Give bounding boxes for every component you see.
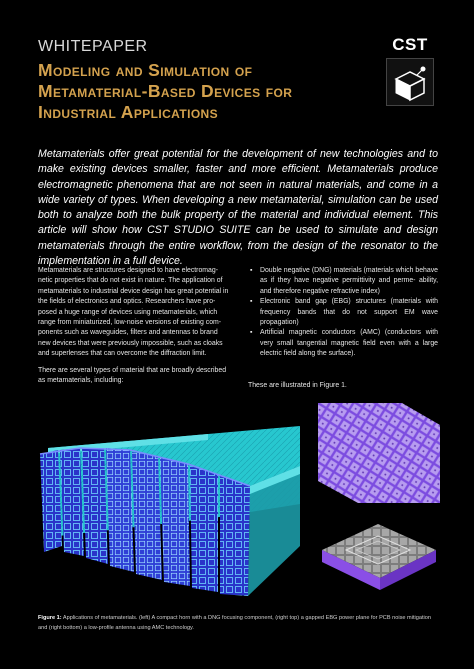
cst-logo-cube-icon [386,58,434,106]
horn-antenna-figure [18,396,318,598]
ebg-power-plane-figure [318,403,440,503]
intro-paragraph: Metamaterials offer great potential for the development of new technologies and to make existing devices smaller, faster and more efficient. Metamaterials produce electromagnetic phenomena that are not seen in natural materials, and come in a wide variety of types. When developing a new metamaterial, simulation can be used both to analyze both the bulk property of the material and individual element. This article will show how CST STUDIO SUITE can be used to simulate and design metamaterials through the entire workflow, from the design of the resonator to the implementation in a full device. [38,148,438,268]
list-item: ▪ Double negative (DNG) materials (materials which behave as if they have negative permittivity and perme- ability, and therefore negative refractive index) [248,266,438,297]
title-line: Modeling and Simulation of [38,60,253,80]
whitepaper-label: WHITEPAPER [38,38,148,55]
title-line: Metamaterial-Based Devices for [38,81,293,101]
body-paragraph: Metamaterials are structures designed to have electromag- netic properties that do not exist in nature. The application of metamaterials to industrial device design has great potential in the fields of electronics and optics. Researchers have pro- posed a huge range of devices using metamaterials, which range from miniaturized, low-noise versions of existing com- ponents such as waveguides, filters and antennas to brand new devices that were previously impossible, such as cloaks and superlenses that can overcome the diffraction limit. [38,267,229,358]
list-item: ▪ Electronic band gap (EBG) structures (materials with frequency bands that do not support EM wave propagation) [248,297,438,328]
figure-caption [38,614,438,633]
logo-text: CST [392,35,428,54]
body-right-column [248,266,438,391]
body-left-column [38,266,232,392]
list-item: ▪ Artificial magnetic conductors (AMC) (conductors with very small tangential magnetic field even with a large electric field along the surface). [248,328,438,359]
caption-label: Figure 1: [38,615,62,621]
cst-logo [386,36,434,106]
amc-antenna-figure [318,510,440,601]
metamaterial-type-list [248,266,438,360]
body-paragraph: These are illustrated in Figure 1. [248,381,347,389]
caption-text: Applications of metamaterials. (left) A compact horn with a DNG focusing component, (right top) a gapped EBG power plane for PCB noise mitigation and (right bottom) a low-profile antenna using AMC technology. [38,615,431,631]
page-title [38,60,368,123]
title-line: Industrial Applications [38,102,219,122]
body-paragraph: There are several types of material that are broadly described as metamaterials, including: [38,366,227,385]
